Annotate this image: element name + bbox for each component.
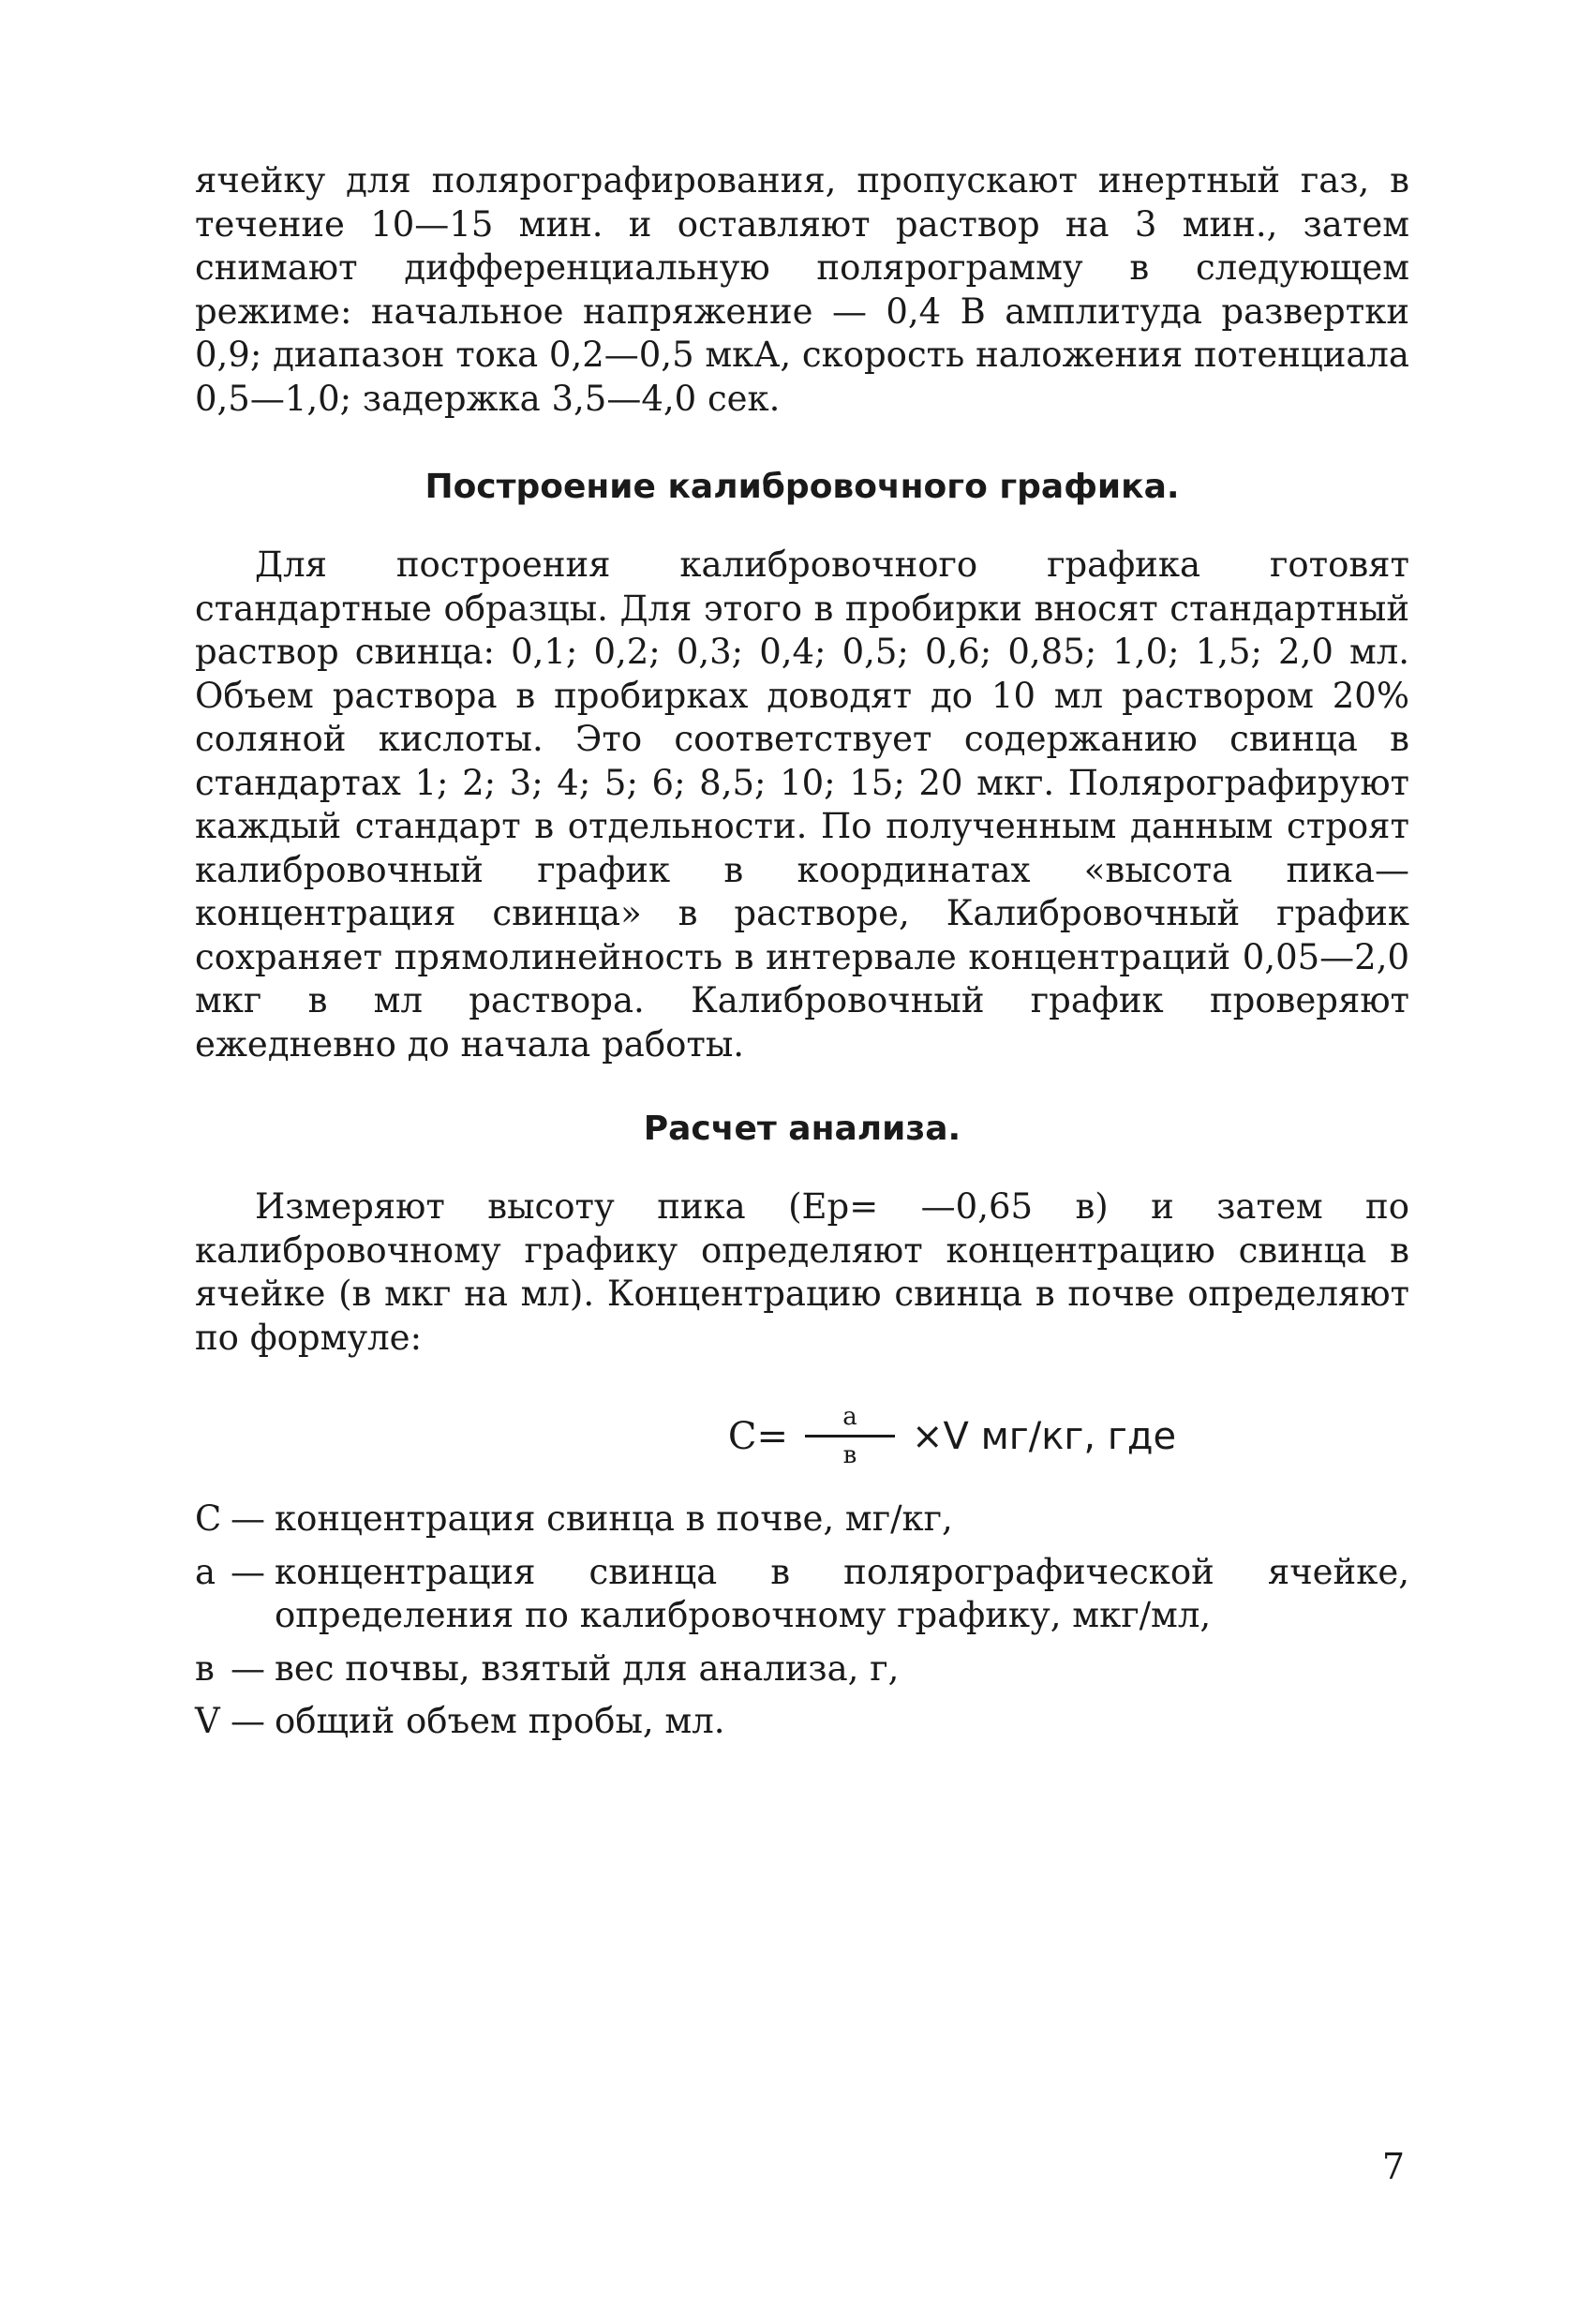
formula-legend <box>195 1497 1409 1744</box>
document-page <box>195 159 1409 1753</box>
formula-lhs: С= <box>727 1414 788 1458</box>
formula-denominator: в <box>842 1441 857 1469</box>
legend-symbol: а <box>195 1551 216 1592</box>
legend-symbol: V <box>195 1701 220 1741</box>
legend-item-v-volume <box>195 1700 1409 1744</box>
legend-text: вес почвы, взятый для анализа, г, <box>275 1647 900 1689</box>
calibration-section-title: Построение калибровочного графика. <box>425 468 1180 506</box>
legend-dash: — <box>231 1701 265 1741</box>
calibration-section-body: Для построения калибровочного графика готовят стандартные образцы. Для этого в пробирки вносят стандартный раствор свинца: 0,1; 0,2; 0,3; 0,4; 0,5; 0,6; 0,85; 1,0; 1,5; 2,0 мл. Объем раствора в пробирках доводят до 10 мл раствором 20% соляной кислоты. Это соответствует содержанию свинца в стандартах 1; 2; 3; 4; 5; 6; 8,5; 10; 15; 20 мкг. Полярографируют каждый стандарт в отдельности. По полученным данным строят калибровочный график в координатах «высота пика—концентрация свинца» в растворе, Калибровочный график сохраняет прямолинейность в интервале концентраций 0,05—2,0 мкг в мл раствора. Калибровочный график проверяют ежедневно до начала работы. <box>195 544 1409 1065</box>
analysis-section-title: Расчет анализа. <box>643 1110 961 1148</box>
intro-paragraph: ячейку для полярографирования, пропускают инертный газ, в течение 10—15 мин. и оставляют раствор на 3 мин., затем снимают дифференциальную полярограмму в следующем режиме: начальное напряжение — 0,4 В амплитуда развертки 0,9; диапазон тока 0,2—0,5 мкА, скорость наложения потенциала 0,5—1,0; задержка 3,5—4,0 сек. <box>195 160 1409 419</box>
page-number: 7 <box>1381 2146 1405 2187</box>
legend-dash: — <box>231 1498 265 1539</box>
legend-dash: — <box>231 1647 265 1689</box>
legend-text: концентрация свинца в полярографической ячейке, определения по калибровочному графику, мкг/мл, <box>275 1551 1409 1635</box>
legend-symbol: С <box>195 1498 222 1539</box>
analysis-section-body: Измеряют высоту пика (Ер= —0,65 в) и затем по калибровочному графику определяют концентрацию свинца в ячейке (в мкг на мл). Концентрацию свинца в почве определяют по формуле: <box>195 1186 1409 1358</box>
legend-text: концентрация свинца в почве, мг/кг, <box>275 1498 953 1539</box>
formula-numerator: а <box>842 1403 857 1431</box>
legend-text: общий объем пробы, мл. <box>275 1701 725 1741</box>
legend-symbol: в <box>195 1647 215 1689</box>
formula-rhs: ×V мг/кг, где <box>911 1414 1177 1458</box>
legend-item-a <box>195 1551 1409 1638</box>
legend-dash: — <box>231 1551 265 1592</box>
legend-item-v-weight <box>195 1647 1409 1691</box>
formula-fraction <box>805 1403 895 1469</box>
legend-item-c <box>195 1497 1409 1542</box>
concentration-formula <box>195 1403 1409 1469</box>
